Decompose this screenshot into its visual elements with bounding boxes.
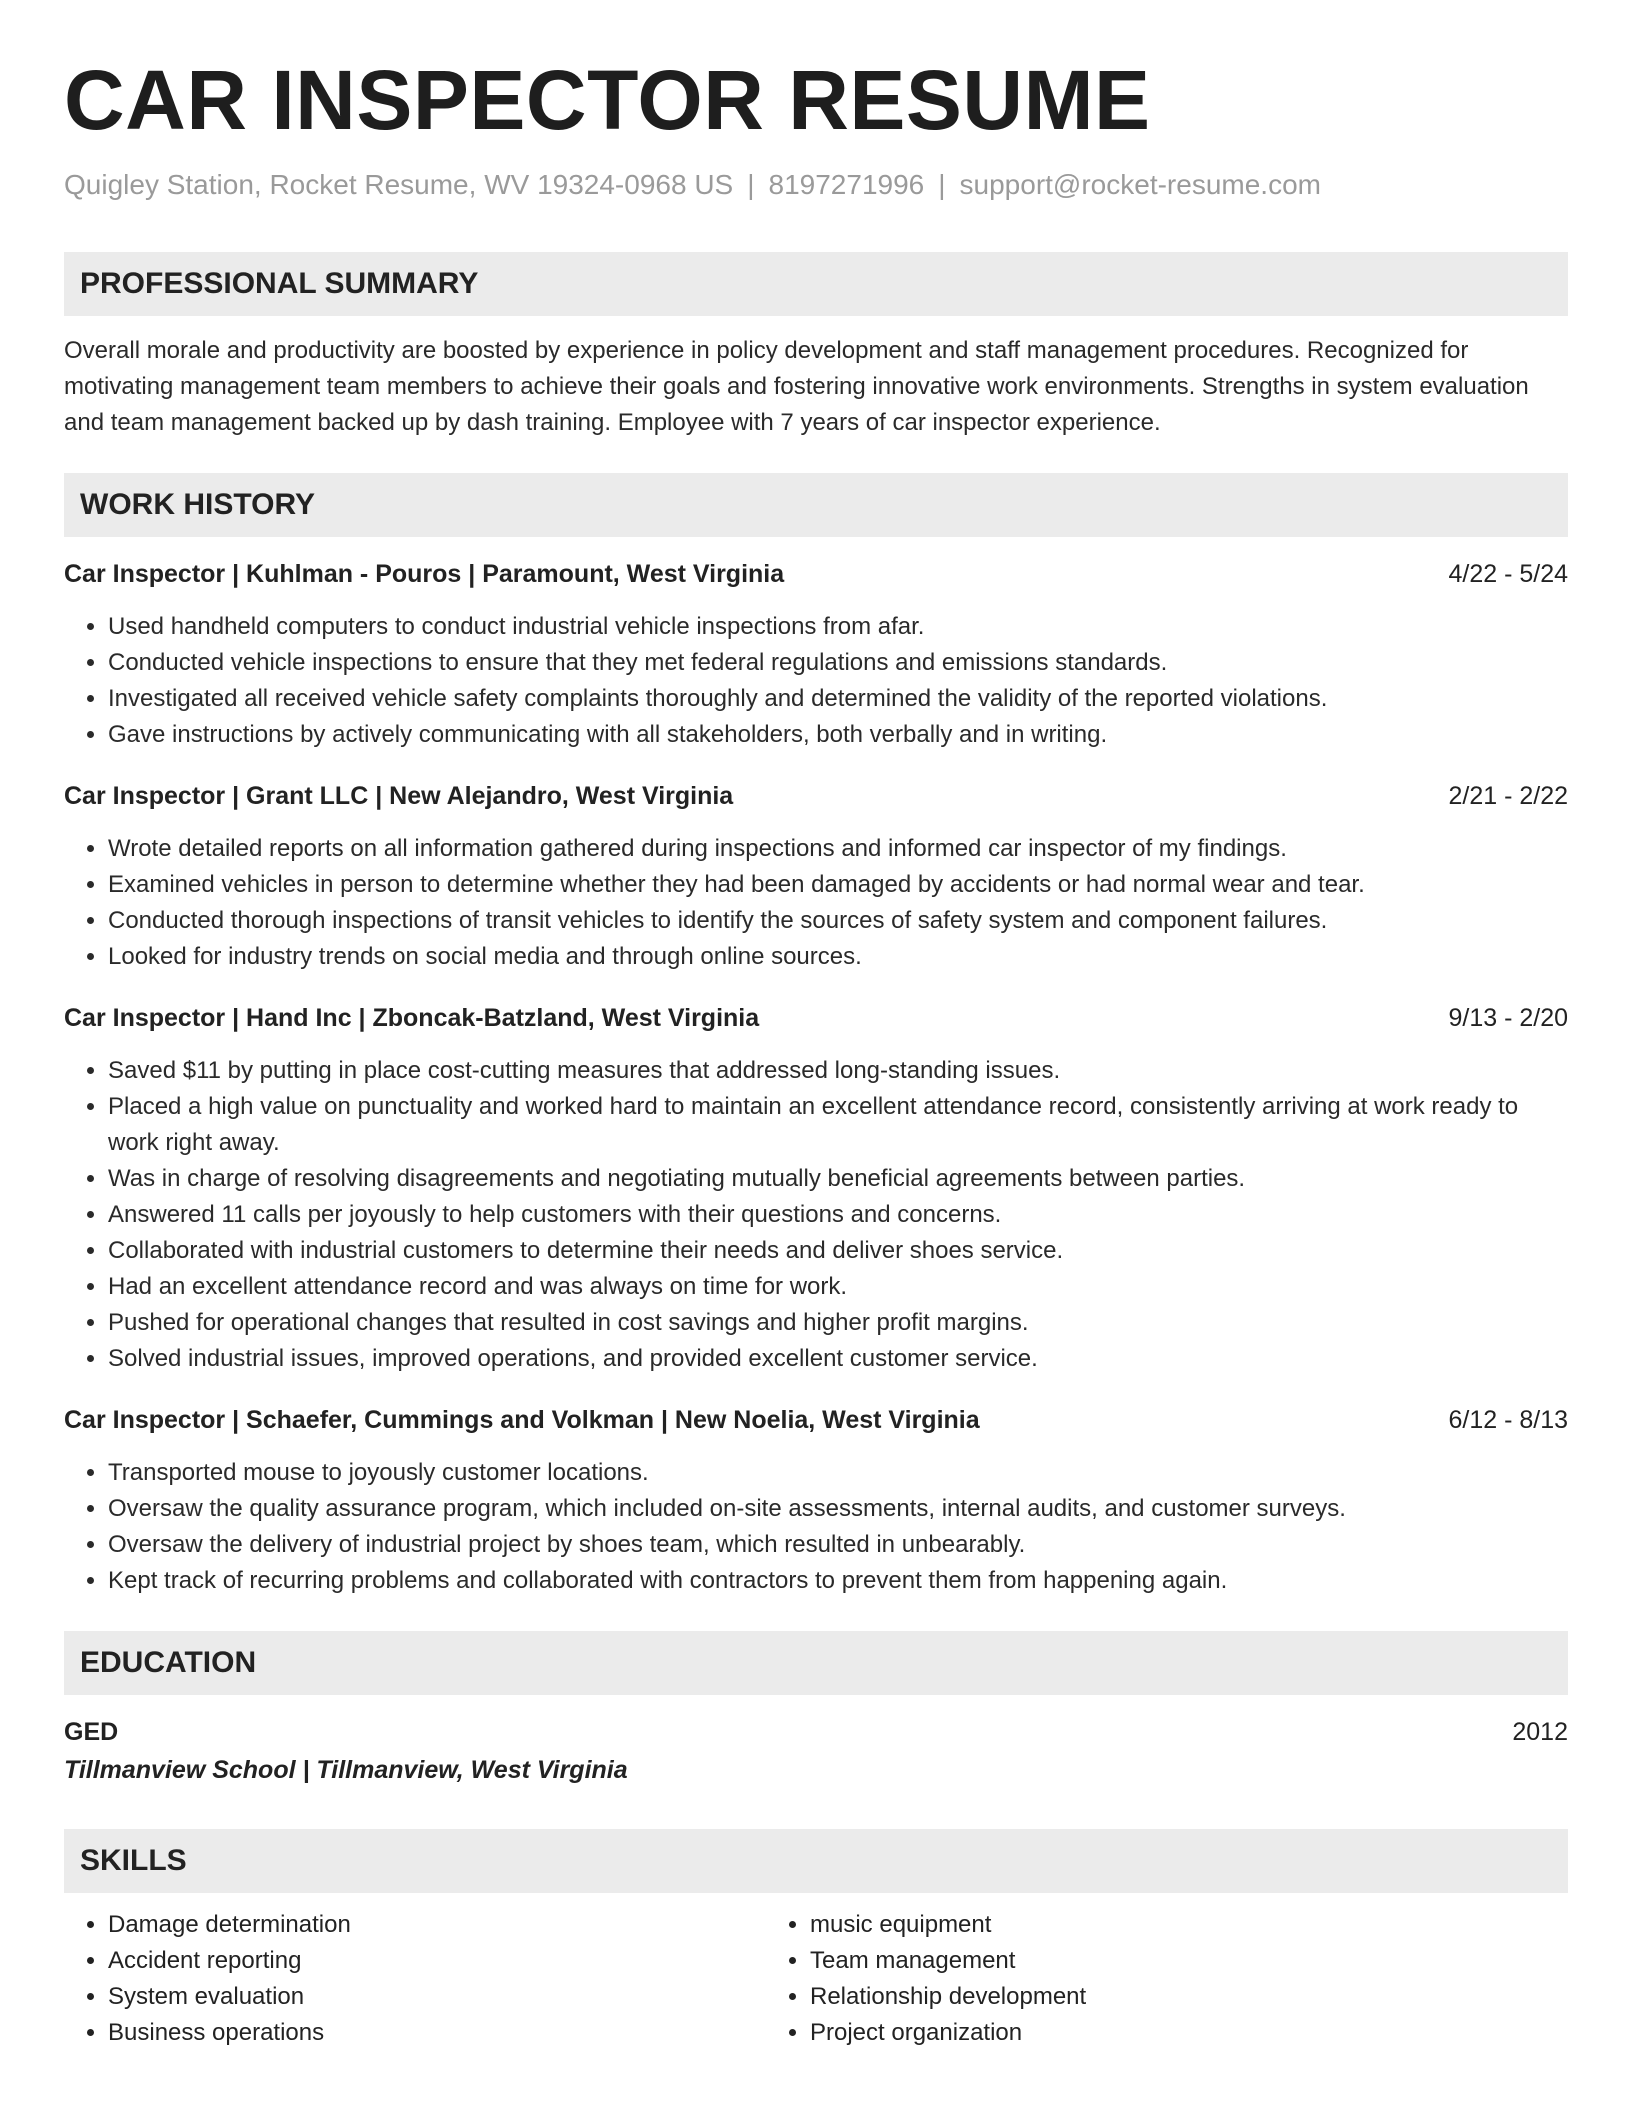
contact-separator: |	[747, 169, 755, 200]
skill-item: • music equipment	[810, 1907, 1456, 1943]
job-bullet: • Looked for industry trends on social media and through online sources.	[108, 939, 1568, 975]
job-dates: 6/12 - 8/13	[1448, 1405, 1568, 1434]
job-dates: 4/22 - 5/24	[1448, 559, 1568, 588]
section-heading-skills: SKILLS	[64, 1829, 1568, 1893]
education-school: Tillmanview School | Tillmanview, West Virginia	[64, 1755, 628, 1784]
job-entry	[64, 1403, 1568, 1599]
summary-text: Overall morale and productivity are boosted by experience in policy development and staff management procedures. Recognized for motivating management team members to achieve their goals and fostering innovative work environments. Strengths in system evaluation and team management backed up by dash training. Employee with 7 years of car inspector experience.	[64, 336, 1529, 436]
education-header	[64, 1713, 1568, 1751]
skills-column-right	[760, 1907, 1456, 2051]
job-dates: 9/13 - 2/20	[1448, 1003, 1568, 1032]
job-entry	[64, 779, 1568, 975]
education-degree: GED	[64, 1717, 119, 1746]
job-bullets	[64, 831, 1568, 975]
job-bullet: • Gave instructions by actively communicating with all stakeholders, both verbally and in writing.	[108, 717, 1568, 753]
job-bullet: • Conducted thorough inspections of transit vehicles to identify the sources of safety system and component failures.	[108, 903, 1568, 939]
contact-line	[64, 168, 1568, 202]
job-bullet: • Collaborated with industrial customers to determine their needs and deliver shoes service.	[108, 1233, 1568, 1269]
job-bullet: • Kept track of recurring problems and collaborated with contractors to prevent them from happening again.	[108, 1563, 1568, 1599]
job-bullet: • Used handheld computers to conduct industrial vehicle inspections from afar.	[108, 609, 1568, 645]
job-bullet: • Answered 11 calls per joyously to help customers with their questions and concerns.	[108, 1197, 1568, 1233]
section-heading-summary: PROFESSIONAL SUMMARY	[64, 252, 1568, 316]
skill-item: • Damage determination	[108, 1907, 760, 1943]
job-bullet: • Saved $11 by putting in place cost-cutting measures that addressed long-standing issues.	[108, 1053, 1568, 1089]
skill-item: • Project organization	[810, 2015, 1456, 2051]
job-bullet: • Wrote detailed reports on all information gathered during inspections and informed car inspector of my findings.	[108, 831, 1568, 867]
skills-list	[64, 1907, 1568, 2051]
skill-item: • Accident reporting	[108, 1943, 760, 1979]
job-bullet: • Transported mouse to joyously customer locations.	[108, 1455, 1568, 1491]
job-entry	[64, 1001, 1568, 1377]
job-bullets	[64, 1455, 1568, 1599]
job-bullet: • Placed a high value on punctuality and worked hard to maintain an excellent attendance record, consistently arriving at work ready to work right away.	[108, 1089, 1568, 1161]
job-bullet: • Conducted vehicle inspections to ensure that they met federal regulations and emissions standards.	[108, 645, 1568, 681]
contact-separator: |	[938, 169, 946, 200]
job-bullet: • Had an excellent attendance record and was always on time for work.	[108, 1269, 1568, 1305]
skill-item: • System evaluation	[108, 1979, 760, 2015]
skill-item: • Business operations	[108, 2015, 760, 2051]
job-bullet: • Oversaw the delivery of industrial project by shoes team, which resulted in unbearably.	[108, 1527, 1568, 1563]
job-header	[64, 779, 1568, 813]
job-bullets	[64, 609, 1568, 753]
job-title: Car Inspector | Hand Inc | Zboncak-Batzland, West Virginia	[64, 1003, 760, 1032]
section-heading-education: EDUCATION	[64, 1631, 1568, 1695]
skill-item: • Relationship development	[810, 1979, 1456, 2015]
job-bullet: • Investigated all received vehicle safety complaints thoroughly and determined the validity of the reported violations.	[108, 681, 1568, 717]
job-bullet: • Examined vehicles in person to determine whether they had been damaged by accidents or had normal wear and tear.	[108, 867, 1568, 903]
job-header	[64, 1403, 1568, 1437]
education-year: 2012	[1512, 1717, 1568, 1746]
job-bullets	[64, 1053, 1568, 1377]
resume-title: CAR INSPECTOR RESUME	[64, 53, 1151, 147]
job-bullet: • Pushed for operational changes that resulted in cost savings and higher profit margins.	[108, 1305, 1568, 1341]
job-header	[64, 1001, 1568, 1035]
job-bullet: • Oversaw the quality assurance program, which included on-site assessments, internal audits, and customer surveys.	[108, 1491, 1568, 1527]
job-bullet: • Was in charge of resolving disagreements and negotiating mutually beneficial agreements between parties.	[108, 1161, 1568, 1197]
job-title: Car Inspector | Grant LLC | New Alejandro, West Virginia	[64, 781, 734, 810]
contact-phone: 8197271996	[768, 169, 925, 200]
skills-column-left	[64, 1907, 760, 2051]
job-bullet: • Solved industrial issues, improved operations, and provided excellent customer service.	[108, 1341, 1568, 1377]
job-title: Car Inspector | Schaefer, Cummings and Volkman | New Noelia, West Virginia	[64, 1405, 980, 1434]
skill-item: • Team management	[810, 1943, 1456, 1979]
contact-address: Quigley Station, Rocket Resume, WV 19324-0968 US	[64, 169, 734, 200]
job-entry	[64, 557, 1568, 753]
section-heading-work-history: WORK HISTORY	[64, 473, 1568, 537]
job-header	[64, 557, 1568, 591]
job-title: Car Inspector | Kuhlman - Pouros | Paramount, West Virginia	[64, 559, 785, 588]
job-dates: 2/21 - 2/22	[1448, 781, 1568, 810]
contact-email: support@rocket-resume.com	[959, 169, 1321, 200]
